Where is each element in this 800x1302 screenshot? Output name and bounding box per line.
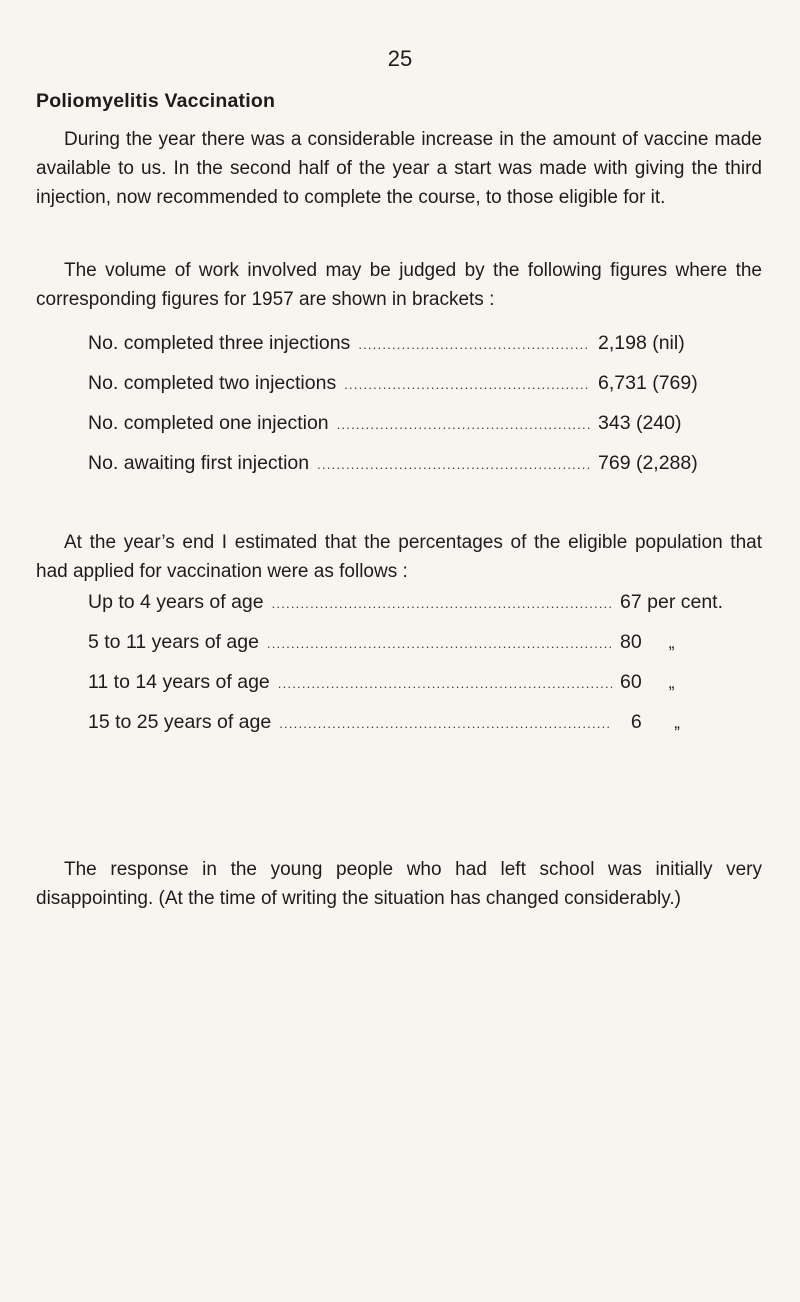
percent-value: 60 <box>620 671 642 693</box>
percent-unit: per cent. <box>647 591 724 613</box>
row-label: No. completed three injections <box>88 332 351 354</box>
percentage-table <box>88 591 724 751</box>
paragraph-response: The response in the young people who had left school was initially very disappointing. (At the time of writing the situation has changed considerably.) <box>36 859 762 909</box>
row-value: 2,198 (nil) <box>598 332 685 354</box>
row-value <box>620 631 718 654</box>
row-label: No. awaiting first injection <box>88 452 310 474</box>
table-row <box>88 332 718 372</box>
dot-leader <box>337 417 590 432</box>
dot-leader <box>267 636 612 651</box>
row-label: No. completed two injections <box>88 372 337 394</box>
paragraph-vaccine-supply: During the year there was a considerable increase in the amount of vaccine made available to us. In the second half of the year a start was made with giving the third injection, now recommended to complete the course, to those eligible for it. <box>36 129 762 208</box>
ditto-mark: „ <box>674 713 680 732</box>
table-row <box>88 711 718 751</box>
row-label: 15 to 25 years of age <box>88 711 272 733</box>
section-heading: Poliomyelitis Vaccination <box>36 90 276 112</box>
page-number: 25 <box>387 46 413 71</box>
row-value <box>620 711 718 734</box>
percent-value: 67 <box>620 591 642 613</box>
paragraph-percentages-intro: At the year’s end I estimated that the percentages of the eligible population that had applied for vaccination were as follows : <box>36 532 762 582</box>
table-row <box>88 671 718 711</box>
dot-leader <box>279 716 612 731</box>
table-row <box>88 372 718 412</box>
ditto-mark: „ <box>668 633 675 652</box>
dot-leader <box>344 377 590 392</box>
row-label: Up to 4 years of age <box>88 591 264 613</box>
dot-leader <box>317 457 590 472</box>
dot-leader <box>272 596 612 611</box>
percent-value: 6 <box>630 711 642 733</box>
ditto-mark: „ <box>668 673 675 692</box>
row-value <box>620 591 724 614</box>
percent-value: 80 <box>620 631 642 653</box>
table-row <box>88 452 718 492</box>
row-value: 6,731 (769) <box>598 372 698 394</box>
table-row <box>88 631 718 671</box>
row-value: 343 (240) <box>598 412 682 434</box>
dot-leader <box>278 676 612 691</box>
table-row <box>88 591 724 631</box>
injections-table <box>88 332 718 492</box>
row-label: 11 to 14 years of age <box>88 671 270 693</box>
table-row <box>88 412 718 452</box>
row-label: No. completed one injection <box>88 412 329 434</box>
row-value <box>620 671 718 694</box>
dot-leader <box>358 337 590 352</box>
paragraph-work-volume: The volume of work involved may be judged by the following figures where the corresponding figures for 1957 are shown in brackets : <box>36 260 762 310</box>
row-value: 769 (2,288) <box>598 452 698 474</box>
row-label: 5 to 11 years of age <box>88 631 259 653</box>
